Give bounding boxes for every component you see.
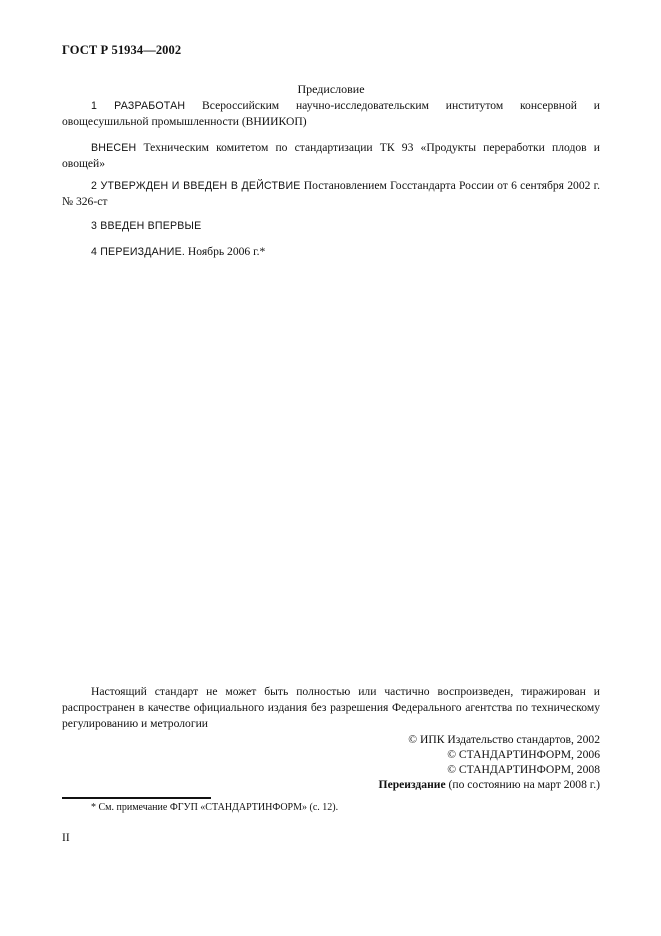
copyright-block: [379, 732, 600, 792]
paragraph-text: Ноябрь 2006 г.*: [184, 245, 266, 258]
paragraph-lead: 1 РАЗРАБОТАН: [91, 100, 186, 112]
paragraph-lead: ВНЕСЕН: [91, 142, 137, 154]
reissue-label: Переиздание: [378, 778, 446, 791]
paragraph-lead: 2 УТВЕРЖДЕН И ВВЕДЕН В ДЕЙСТВИЕ: [91, 180, 301, 192]
paragraph-text: Техническим комитетом по стандартизации ТК 93 «Продукты переработки плодов и овощей»: [62, 141, 600, 170]
copyright-line: © ИПК Издательство стандартов, 2002: [408, 733, 600, 746]
paragraph-lead: 4 ПЕРЕИЗДАНИЕ.: [91, 246, 185, 258]
copyright-line: © СТАНДАРТИНФОРМ, 2008: [447, 763, 600, 776]
paragraph-text: Постановлением Госстандарта России от 6 сентября 2002 г. № 326-ст: [62, 179, 600, 208]
paragraph-text: Всероссийским научно-исследовательским институтом консервной и овощесушильной промышленности (ВНИИКОП): [62, 99, 600, 128]
reissue-text: (по состоянию на март 2008 г.): [445, 778, 600, 791]
reissue-line: [379, 777, 600, 792]
paragraph-lead: 3 ВВЕДЕН ВПЕРВЫЕ: [91, 220, 202, 232]
paragraph-introduced: [62, 140, 600, 172]
footnote-divider: [62, 797, 211, 799]
page-number: II: [62, 832, 70, 844]
rights-notice: Настоящий стандарт не может быть полностью или частично воспроизведен, тиражирован и распространен в качестве официального издания без разрешения Федерального агентства по техническому регулированию и метрологии: [62, 685, 600, 730]
footnote: * См. примечание ФГУП «СТАНДАРТИНФОРМ» (с. 12).: [91, 802, 339, 813]
copyright-line: © СТАНДАРТИНФОРМ, 2006: [447, 748, 600, 761]
standard-code: ГОСТ Р 51934—2002: [62, 43, 182, 57]
paragraph-first-introduced: [62, 218, 600, 234]
paragraph-developed: [62, 98, 600, 130]
page-title: Предисловие: [297, 82, 365, 96]
paragraph-approved: [62, 178, 600, 210]
paragraph-reissue: [62, 244, 600, 260]
